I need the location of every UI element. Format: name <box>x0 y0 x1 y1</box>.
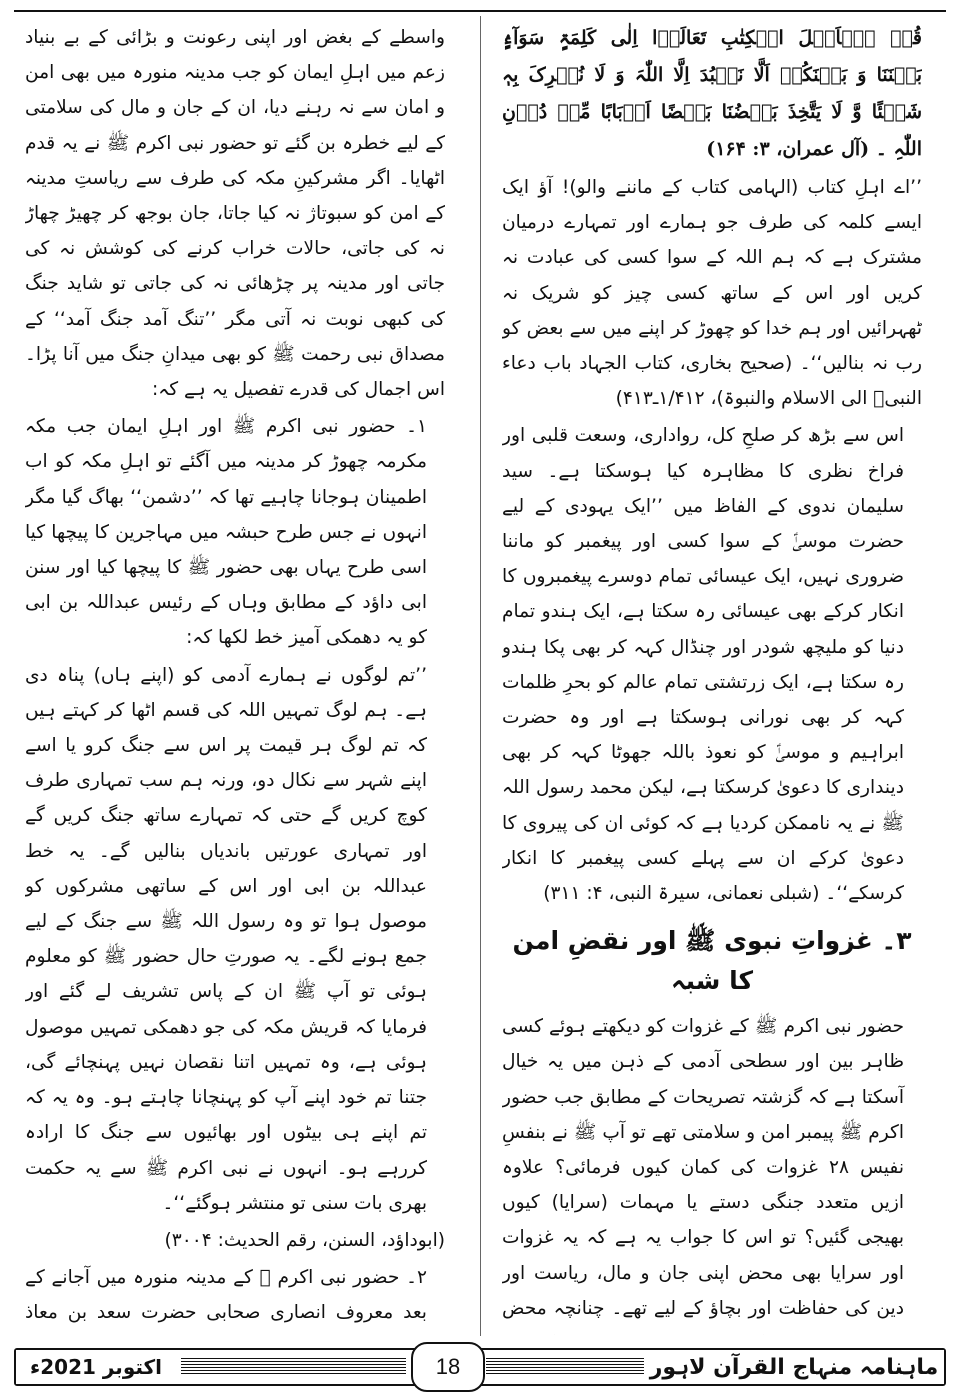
page-footer <box>14 1348 946 1386</box>
quran-verse: قُلۡ یٰۤاَہۡلَ الۡکِتٰبِ تَعَالَوۡا اِلٰی کَلِمَۃٍ سَوَآءٍۢ بَیۡنَنَا وَ بَیۡنَکُمۡ اَلَّا نَعۡبُدَ اِلَّا اللّٰہَ وَ لَا نُشۡرِکَ بِہٖ شَیۡئًا وَّ لَا یَتَّخِذَ بَعۡضُنَا بَعۡضًا اَرۡبَابًا مِّنۡ دُوۡنِ اللّٰہِ ۔ (آل عمران، ۳: ۱۶۴) <box>502 27 922 160</box>
magazine-title: ماہنامہ منہاج القرآن لاہور <box>644 1350 944 1384</box>
top-rule <box>14 10 946 12</box>
block-quote: ’’تم لوگوں نے ہمارے آدمی کو (اپنے ہاں) پناہ دی ہے۔ ہم لوگ تمہیں اللہ کی قسم اٹھا کر کہتے ہیں کہ تم لوگ ہر قیمت پر اس سے جنگ کرو یا اسے اپنے شہر سے نکال دو، ورنہ ہم سب تمہاری طرف کوچ کریں گے حتی کہ تمہارے ساتھ جنگ کریں گے اور تمہاری عورتیں باندیاں بنالیں گے۔ یہ خط عبداللہ بن ابی اور اس کے ساتھی مشرکوں کو موصول ہوا تو وہ رسول اللہ ﷺ سے جنگ کے لیے جمع ہونے لگے۔ یہ صورتِ حال حضور ﷺ کو معلوم ہوئی تو آپ ﷺ ان کے پاس تشریف لے گئے اور فرمایا کہ قریش مکہ کی جو دھمکی تمہیں موصول ہوئی ہے، وہ تمہیں اتنا نقصان نہیں پہنچائے گی، جتنا تم خود اپنے آپ کو پہنچانا چاہتے ہو۔ وہ یہ کہ تم اپنے ہی بیٹوں اور بھائیوں سے جنگ کا ارادہ کررہے ہو۔ انہوں نے نبی اکرم ﷺ سے یہ حکمت بھری بات سنی تو منتشر ہوگئے‘‘۔ <box>25 664 427 1214</box>
paragraph: حضور نبی اکرم ﷺ کے غزوات کو دیکھتے ہوئے کسی ظاہر بین اور سطحی آدمی کے ذہن میں یہ خیال آسکتا ہے کہ گزشتہ تصریحات کے مطابق جب حضور اکرم ﷺ پیمبر امن و سلامتی تھے تو آپ ﷺ نے بنفسِ نفیس ۲۸ غزوات کی کمان کیوں فرمائی؟ علاوہ ازیں متعدد جنگی دستے یا مہمات (سرایا) کیوں بھیجی گئیں؟ تو اس کا جواب یہ ہے کہ یہ غزوات اور سرایا بھی محض اپنی جان و مال، ریاست اور دین کی حفاظت اور بچاؤ کے لیے تھے۔ چنانچہ محض <box>502 1016 904 1319</box>
citation: (ابوداؤد، السنن، رقم الحدیث: ۳۰۰۴) <box>164 1229 445 1251</box>
page-number: 18 <box>411 1342 485 1392</box>
paragraph: اس سے بڑھ کر صلحِ کل، رواداری، وسعت قلبی اور فراخ نظری کا مظاہرہ کیا ہوسکتا ہے۔ سید سلیمان ندوی کے الفاظ میں ’’ایک یہودی کے لیے حضرت موسیٰؑ کے سوا کسی اور پیغمبر کو ماننا ضروری نہیں، ایک عیسائی تمام دوسرے پیغمبروں کا انکار کرکے بھی عیسائی رہ سکتا ہے، ایک ہندو تمام دنیا کو ملیچھ شودر اور چنڈال کہہ کر بھی پکا ہندو رہ سکتا ہے، ایک زرتشتی تمام عالم کو بحرِ ظلمات کہہ کر بھی نورانی ہوسکتا ہے اور وہ حضرت ابراہیم و موسیٰؑ کو نعوذ باللہ جھوٹا کہہ کر بھی دینداری کا دعویٰ کرسکتا ہے، لیکن محمد رسول اللہ ﷺ نے یہ ناممکن کردیا ہے کہ کوئی ان کی پیروی کا دعویٰ کرکے ان سے پہلے کسی پیغمبر کا انکار کرسکے‘‘۔ (شبلی نعمانی، سیرۃ النبی، ۴: ۳۱۱) <box>502 425 904 905</box>
left-column <box>25 20 445 1335</box>
numbered-point: ۱۔ حضور نبی اکرم ﷺ اور اہلِ ایمان جب مکہ مکرمہ چھوڑ کر مدینہ میں آگئے تو اہلِ مکہ کو اب اطمینان ہوجانا چاہیے تھا کہ ’’دشمن‘‘ بھاگ گیا مگر انہوں نے جس طرح حبشہ میں مہاجرین کا پیچھا کیا اسی طرح یہاں بھی حضور ﷺ کا پیچھا کیا اور سنن ابی داؤد کے مطابق وہاں کے رئیس عبداللہ بن ابی کو یہ دھمکی آمیز خط لکھا کہ: <box>25 416 427 649</box>
numbered-point: ۲۔ حضور نبی اکرم ﷺ کے مدینہ منورہ میں آجانے کے بعد معروف انصاری صحابی حضرت سعد بن معاذ <box>25 1267 427 1324</box>
footer-hatch <box>486 1358 666 1374</box>
column-divider <box>480 16 481 1336</box>
paragraph: واسطے کے بغض اور اپنی رعونت و بڑائی کے بے بنیاد زعم میں اہلِ ایمان کو جب مدینہ منورہ میں بھی امن و امان سے نہ رہنے دیا، ان کے جان و مال کی سلامتی کے لیے خطرہ بن گئے تو حضور نبی اکرم ﷺ نے یہ قدم اٹھایا۔ اگر مشرکینِ مکہ کی طرف سے ریاستِ مدینہ کے امن کو سبوتاژ نہ کیا جاتا، جان بوجھ کر چھیڑ چھاڑ نہ کی جاتی، حالات خراب کرنے کی کوشش نہ کی جاتی اور مدینہ پر چڑھائی نہ کی جاتی تو شاید جنگ کی کبھی نوبت نہ آتی مگر ’’تنگ آمد جنگ آمد‘‘ کے مصداق نبی رحمت ﷺ کو بھی میدانِ جنگ میں آنا پڑا۔ اس اجمال کی قدرے تفصیل یہ ہے کہ: <box>25 27 445 401</box>
section-heading: ۳۔ غزواتِ نبوی ﷺ اور نقضِ امن کا شبہ <box>512 926 912 996</box>
verse-translation: ’’اے اہلِ کتاب (الہامی کتاب کے ماننے والو)! آؤ ایک ایسے کلمہ کی طرف جو ہمارے اور تمہارے درمیان مشترک ہے کہ ہم اللہ کے سوا کسی کی عبادت نہ کریں اور اس کے ساتھ کسی چیز کو شریک نہ ٹھہرائیں اور ہم خدا کو چھوڑ کر اپنے میں سے بعض کو رب نہ بنالیں‘‘۔ (صحیح بخاری، کتاب الجہاد باب دعاء النبیؐ الی الاسلام والنبوۃ)، ۱/۴۱۲ـ۴۱۳) <box>502 177 922 410</box>
right-column <box>502 20 922 1335</box>
footer-hatch <box>181 1358 406 1374</box>
issue-date: اکتوبر 2021ء <box>16 1350 176 1384</box>
